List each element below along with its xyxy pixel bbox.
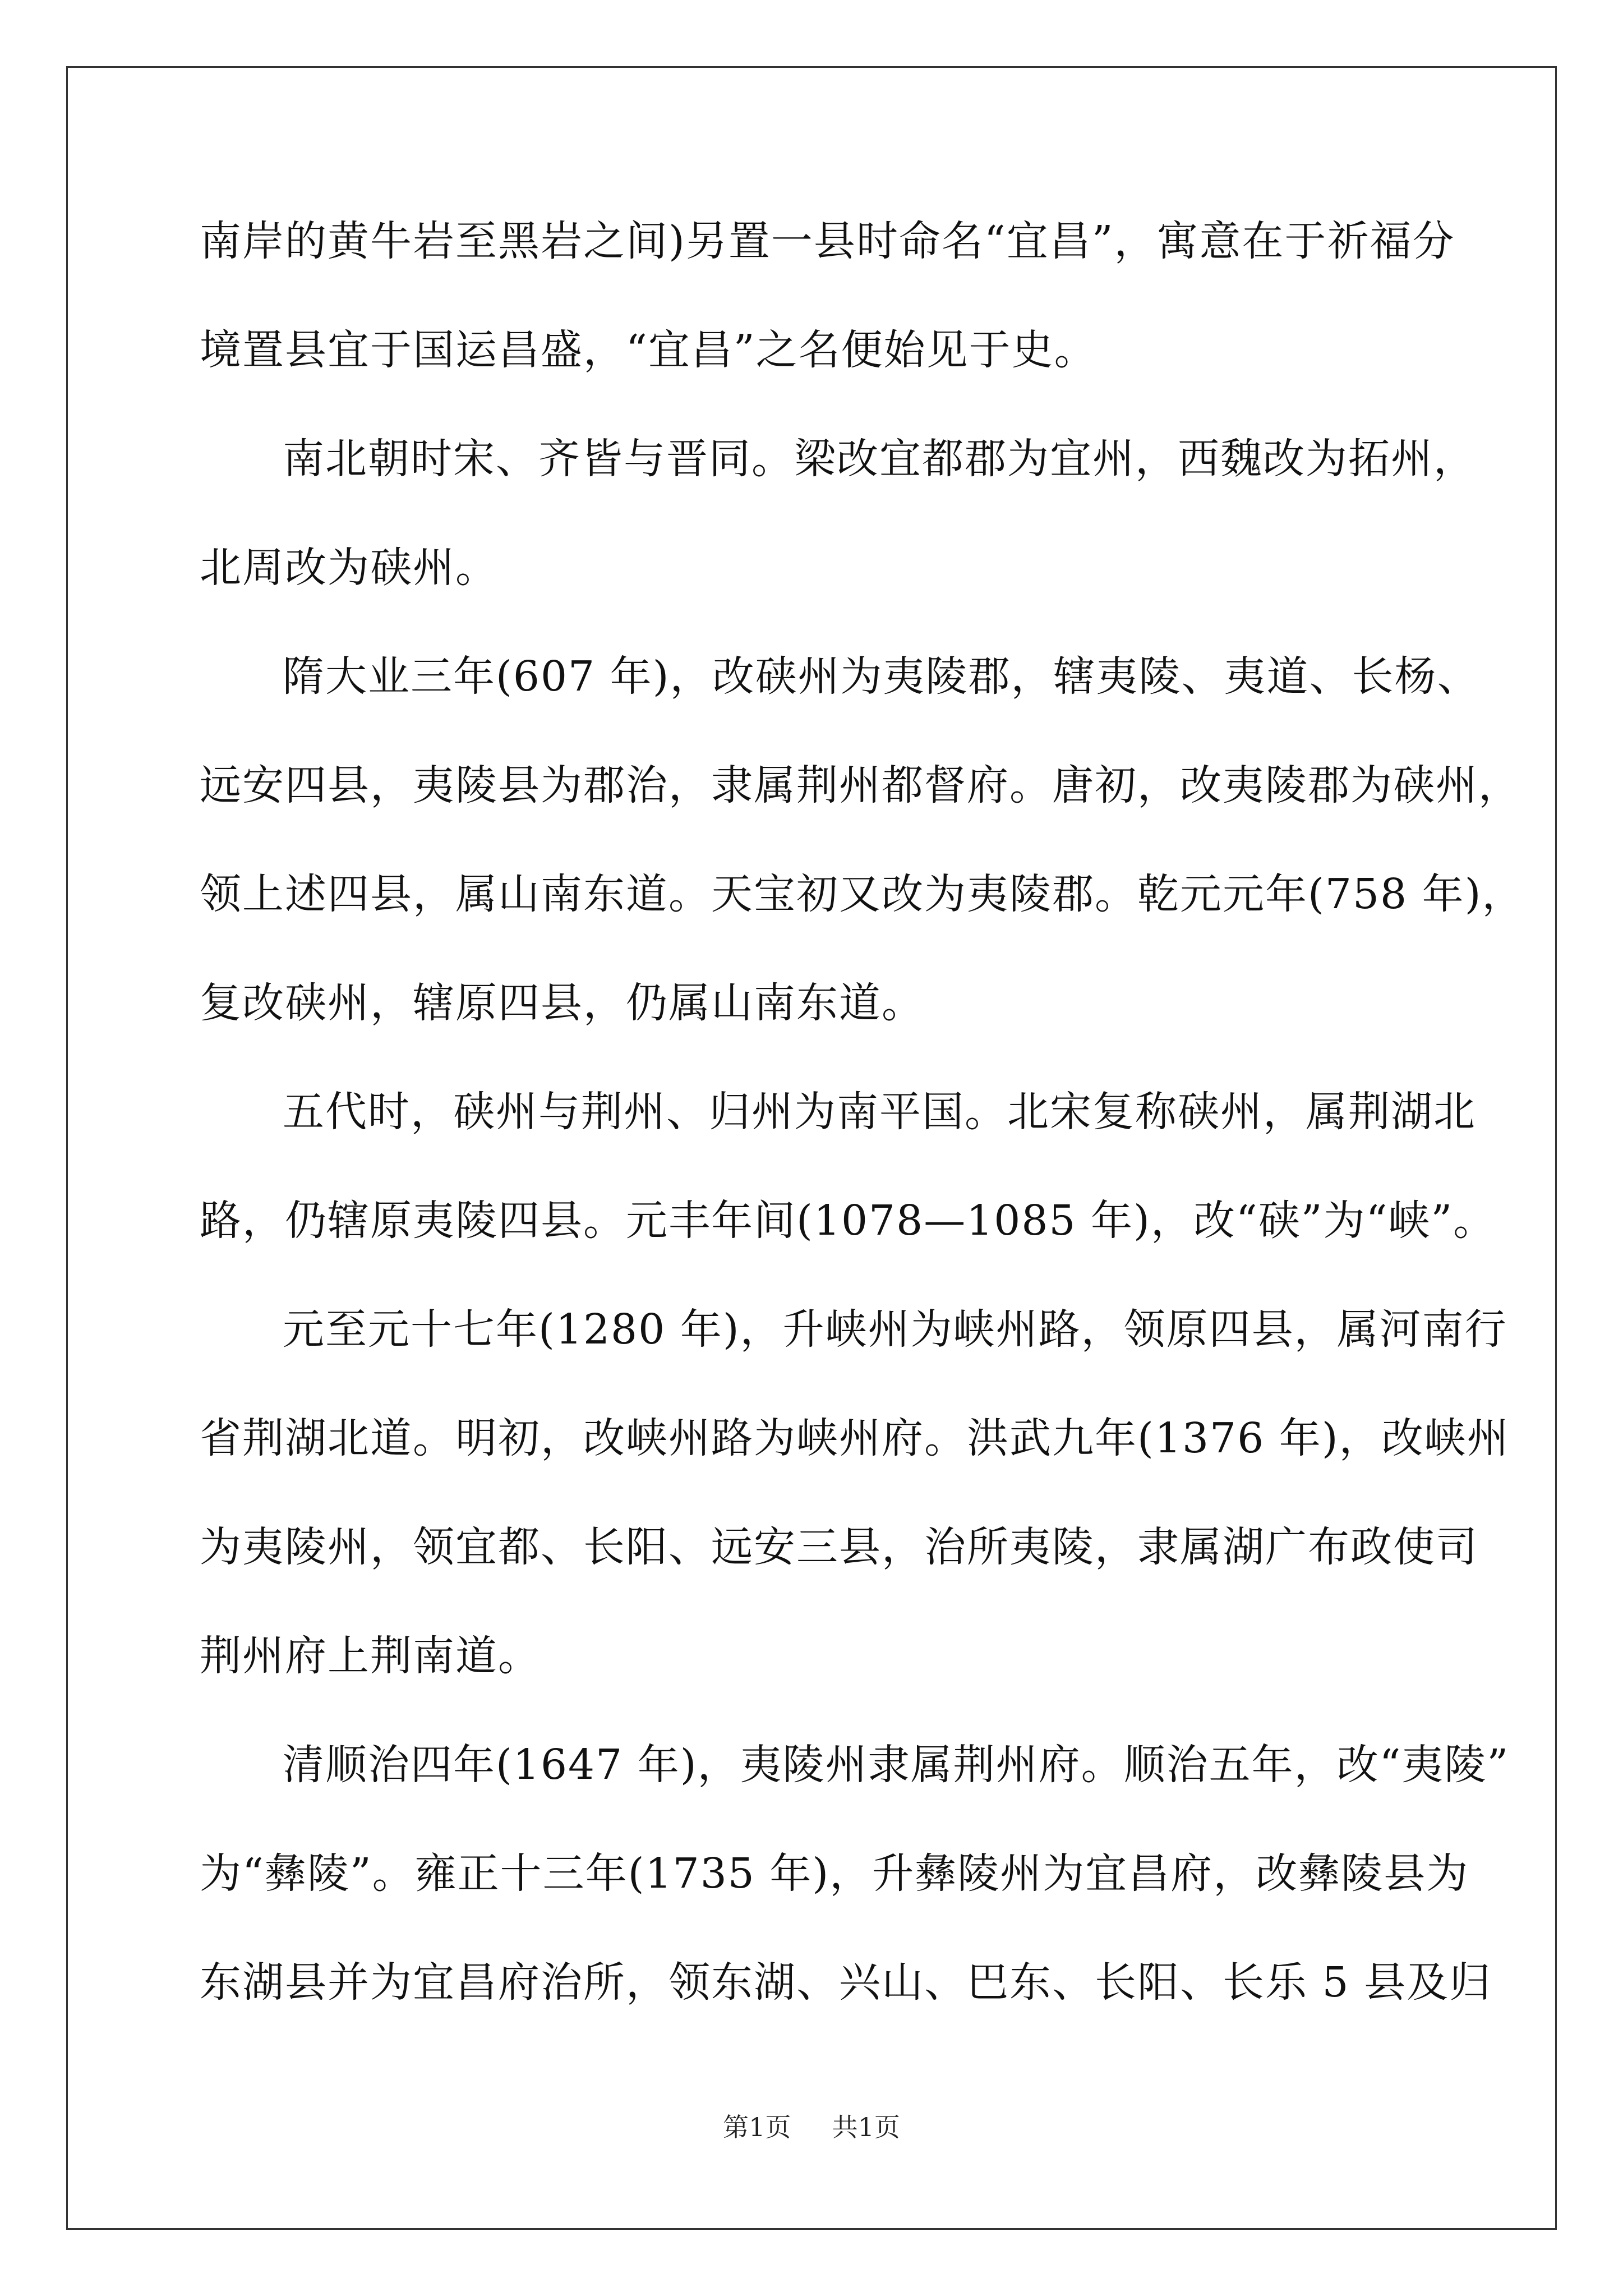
page-total: 共1页 <box>832 2112 900 2142</box>
text-line: 东湖县并为宜昌府治所，领东湖、兴山、巴东、长阳、长乐 5 县及归 <box>200 1958 1492 2007</box>
text-line: 北周改为硖州。 <box>200 544 498 592</box>
text-line: 远安四县，夷陵县为郡治，隶属荆州都督府。唐初，改夷陵郡为硖州， <box>200 761 1521 809</box>
text-line: 路，仍辖原夷陵四县。元丰年间(1078—1085 年)，改“硖”为“峡”。 <box>200 1197 1496 1245</box>
text-line: 隋大业三年(607 年)，改硖州为夷陵郡，辖夷陵、夷道、长杨、 <box>283 652 1480 701</box>
text-line: 为“彝陵”。雍正十三年(1735 年)，升彝陵州为宜昌府，改彝陵县为 <box>200 1849 1469 1898</box>
document-body <box>200 213 1525 2063</box>
text-line: 元至元十七年(1280 年)，升峡州为峡州路，领原四县，属河南行 <box>283 1305 1507 1354</box>
text-line: 清顺治四年(1647 年)，夷陵州隶属荆州府。顺治五年，改“夷陵” <box>283 1741 1510 1789</box>
text-line: 五代时，硖州与荆州、归州为南平国。北宋复称硖州，属荆湖北 <box>283 1088 1476 1136</box>
text-line: 南岸的黄牛岩至黑岩之间)另置一县时命名“宜昌”，寓意在于祈福分 <box>200 217 1455 265</box>
page-number: 第1页 <box>723 2112 791 2142</box>
text-line: 复改硖州，辖原四县，仍属山南东道。 <box>200 979 924 1027</box>
text-line: 领上述四县，属山南东道。天宝初又改为夷陵郡。乾元元年(758 年)， <box>200 870 1525 918</box>
text-line: 境置县宜于国运昌盛，“宜昌”之名便始见于史。 <box>200 326 1097 374</box>
text-line: 为夷陵州，领宜都、长阳、远安三县，治所夷陵，隶属湖广布政使司 <box>200 1523 1478 1571</box>
text-line: 省荆湖北道。明初，改峡州路为峡州府。洪武九年(1376 年)，改峡州 <box>200 1414 1510 1462</box>
text-line: 荆州府上荆南道。 <box>200 1632 541 1680</box>
page-footer <box>0 2110 1623 2144</box>
text-line: 南北朝时宋、齐皆与晋同。梁改宜都郡为宜州，西魏改为拓州， <box>283 435 1476 483</box>
